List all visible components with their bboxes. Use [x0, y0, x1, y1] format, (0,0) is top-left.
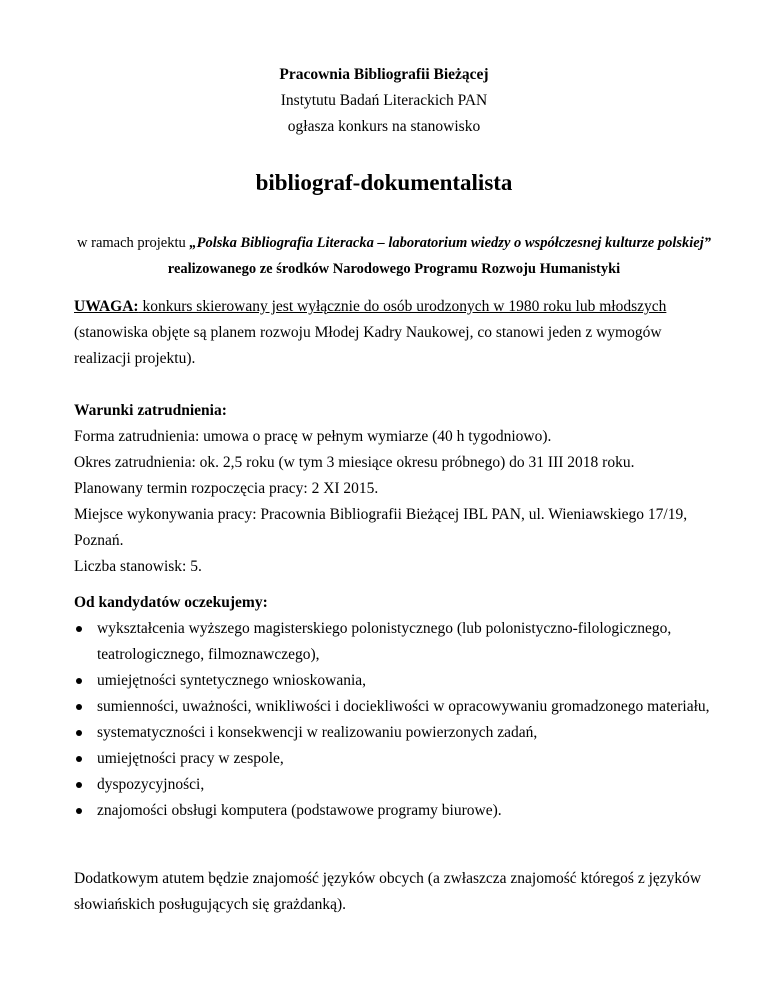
condition-item: Planowany termin rozpoczęcia pracy: 2 XI 2015. — [74, 480, 379, 497]
project-name: „Polska Bibliografia Literacka – laboratorium wiedzy o współczesnej kulturze polskiej” — [189, 235, 711, 251]
list-item: systematyczności i konsekwencji w realizowaniu powierzonych zadań, — [74, 720, 714, 746]
conditions-heading: Warunki zatrudnienia: — [74, 402, 227, 419]
bullet-icon — [76, 704, 82, 710]
list-item: umiejętności syntetycznego wnioskowania, — [74, 668, 714, 694]
condition-item: Forma zatrudnienia: umowa o pracę w pełnym wymiarze (40 h tygodniowo). — [74, 428, 552, 445]
bullet-icon — [76, 626, 82, 632]
bullet-icon — [76, 678, 82, 684]
bullet-icon — [76, 730, 82, 736]
notice-label: UWAGA: — [74, 298, 139, 315]
announcement-line: ogłasza konkurs na stanowisko — [287, 118, 481, 135]
expectations-list — [74, 616, 714, 824]
list-item: dyspozycyjności, — [74, 772, 714, 798]
bullet-icon — [76, 808, 82, 814]
list-item: znajomości obsługi komputera (podstawowe programy biurowe). — [74, 798, 714, 824]
bullet-icon — [76, 782, 82, 788]
condition-item: Miejsce wykonywania pracy: Pracownia Bibliografii Bieżącej IBL PAN, ul. Wieniawskiego 17/19, Poznań. — [74, 506, 688, 549]
conditions-section — [74, 398, 714, 580]
condition-item: Liczba stanowisk: 5. — [74, 558, 202, 575]
list-item: wykształcenia wyższego magisterskiego polonistycznego (lub polonistyczno-filologicznego, teatrologicznego, filmoznawczego), — [74, 616, 714, 668]
institution-name: Pracownia Bibliografii Bieżącej — [279, 66, 489, 83]
institution-parent: Instytutu Badań Literackich PAN — [280, 92, 488, 109]
project-suffix: realizowanego ze środków Narodowego Programu Rozwoju Humanistyki — [167, 261, 621, 277]
additional-paragraph: Dodatkowym atutem będzie znajomość języków obcych (a zwłaszcza znajomość któregoś z języków słowiańskich posługujących się grażdanką). — [74, 870, 702, 913]
list-item: umiejętności pracy w zespole, — [74, 746, 714, 772]
bullet-icon — [76, 756, 82, 762]
project-prefix: w ramach projektu — [77, 235, 190, 251]
position-title: bibliograf-dokumentalista — [255, 170, 513, 195]
project-description — [74, 230, 714, 282]
expectations-heading: Od kandydatów oczekujemy: — [74, 594, 268, 611]
list-item: sumienności, uważności, wnikliwości i dociekliwości w opracowywaniu gromadzonego materiału, — [74, 694, 714, 720]
notice-rest: (stanowiska objęte są planem rozwoju Młodej Kadry Naukowej, co stanowi jeden z wymogów realizacji projektu). — [74, 324, 662, 367]
expectations-section — [74, 590, 714, 824]
condition-item: Okres zatrudnienia: ok. 2,5 roku (w tym 3 miesiące okresu próbnego) do 31 III 2018 roku. — [74, 454, 635, 471]
notice-paragraph — [74, 294, 714, 372]
notice-underlined: konkurs skierowany jest wyłącznie do osób urodzonych w 1980 roku lub młodszych — [138, 298, 667, 315]
